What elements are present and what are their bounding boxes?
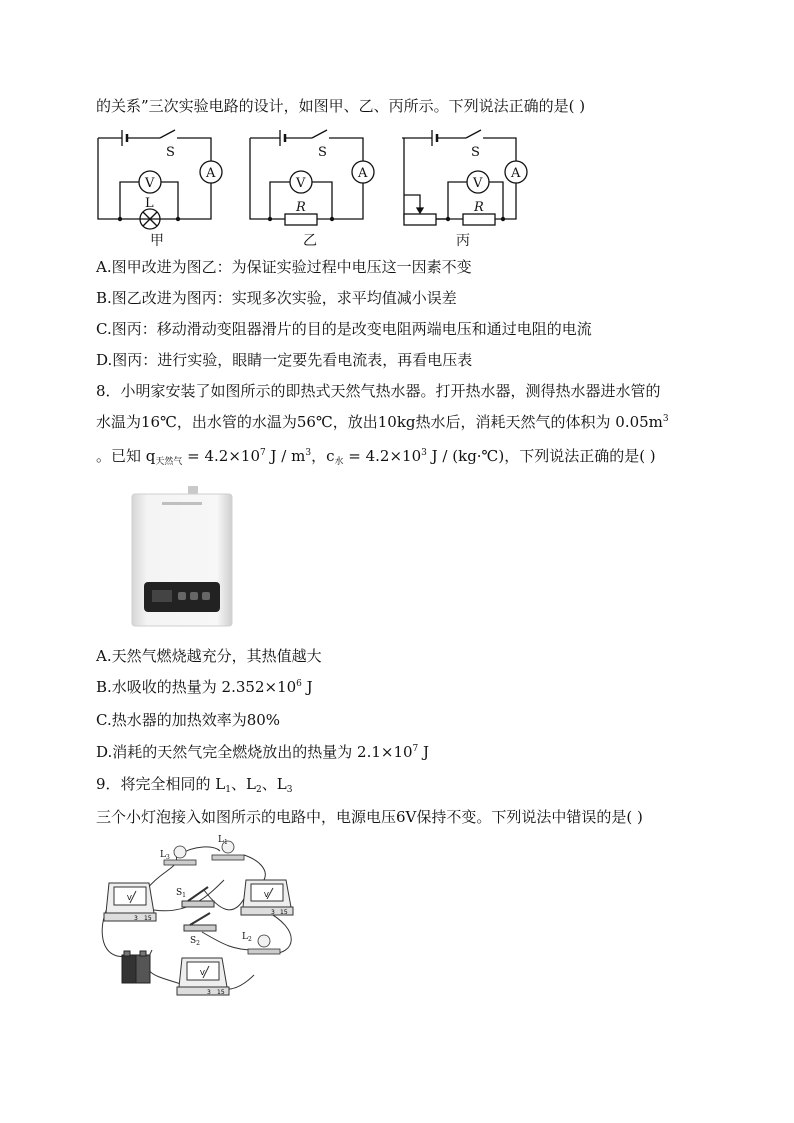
voltmeter-label-2: V	[296, 176, 306, 191]
meter-bottom-scale-3: 3	[207, 989, 211, 996]
q7-option-c: C.图丙：移动滑动变阻器滑片的目的是改变电阻两端电压和通过电阻的电流	[96, 320, 592, 338]
ammeter-label-1: A	[206, 166, 216, 181]
bulb-l1-icon	[212, 841, 244, 860]
switch-label-3: S	[471, 145, 480, 160]
switch-label-2: S	[318, 145, 327, 160]
label-s2: $S_2$	[190, 936, 200, 947]
label-l3: $L_3$	[160, 850, 170, 861]
label-l1: $L_1$	[218, 835, 228, 846]
fig-label-jia: 甲	[150, 233, 164, 249]
label-s1: $S_1$	[176, 888, 186, 899]
water-heater-image	[122, 484, 242, 634]
q8-line-1: 8．小明家安装了如图所示的即热式天然气热水器。打开热水器，测得热水器进水管的	[96, 382, 661, 400]
ammeter-label-2: A	[358, 166, 368, 181]
switch-s2-icon	[184, 913, 216, 931]
label-l2: $L_2$	[242, 932, 252, 943]
meter-left-scale-15: 15	[144, 915, 152, 922]
q9-line-2: 三个小灯泡接入如图所示的电路中，电源电压6V保持不变。下列说法中错误的是( )	[96, 808, 643, 826]
bulb-l2-icon	[248, 935, 280, 954]
q8-option-b: B.水吸收的热量为 $2.352\times 10^6$ J	[96, 678, 313, 696]
q8-option-c: C.热水器的加热效率为80%	[96, 711, 281, 729]
q9-circuit-illustration	[94, 835, 314, 1005]
q8-line-2: 水温为16℃，出水管的水温为56℃，放出10kg热水后，消耗天然气的体积为 $0.05m^3$	[96, 413, 669, 431]
intro-line: 的关系”三次实验电路的设计，如图甲、乙、丙所示。下列说法正确的是( )	[96, 97, 586, 115]
q7-option-b: B.图乙改进为图丙：实现多次实验，求平均值减小误差	[96, 289, 457, 307]
meter-left-v: V	[127, 894, 132, 902]
voltmeter-label-1: V	[145, 176, 155, 191]
circuit-figures	[0, 125, 794, 265]
meter-right-v: V	[264, 891, 269, 899]
circuit-yi	[250, 130, 374, 225]
meter-right-scale-3: 3	[271, 909, 275, 916]
meter-bottom-v: V	[200, 969, 205, 977]
resistor-label-3: R	[474, 200, 484, 215]
q8-option-a: A.天然气燃烧越充分，其热值越大	[96, 647, 322, 665]
q7-option-a: A.图甲改进为图乙：为保证实验过程中电压这一因素不变	[96, 258, 472, 276]
q8-option-d: D.消耗的天然气完全燃烧放出的热量为 $2.1\times 10^7$ J	[96, 743, 430, 761]
q7-option-d: D.图丙：进行实验，眼睛一定要先看电流表，再看电压表	[96, 351, 473, 369]
meter-bottom-scale-15: 15	[217, 989, 225, 996]
resistor-label-2: R	[296, 200, 306, 215]
fig-label-yi: 乙	[303, 233, 317, 249]
ammeter-label-3: A	[511, 166, 521, 181]
meter-right-scale-15: 15	[280, 909, 288, 916]
lamp-label: L	[145, 196, 154, 211]
meter-left-scale-3: 3	[134, 915, 138, 922]
circuit-jia	[98, 130, 222, 229]
q9-line-1: 9．将完全相同的 $L_1$、$L_2$、$L_3$	[96, 775, 293, 795]
switch-label-1: S	[166, 145, 175, 160]
fig-label-bing: 丙	[456, 233, 470, 249]
battery-icon	[122, 951, 150, 983]
q8-line-3: 。已知 $q_{天然气} = 4.2\times 10^7$ J / $m^3$，$c_水 = 4.2\times 10^3$ J / (kg·℃)，下列说法正确的是( )	[96, 447, 656, 467]
circuit-bing	[402, 130, 527, 225]
voltmeter-label-3: V	[473, 176, 483, 191]
